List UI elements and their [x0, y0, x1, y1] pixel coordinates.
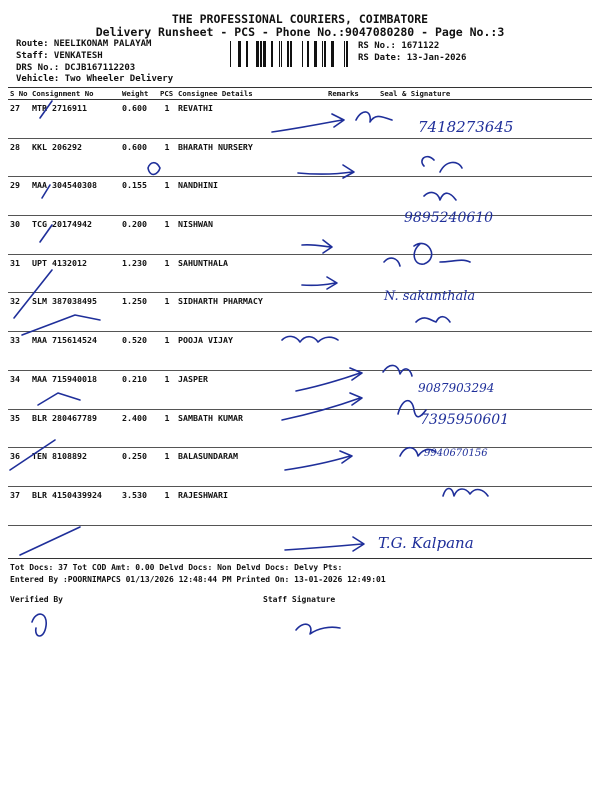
- consignee-cell: RAJESHWARI: [176, 486, 326, 525]
- table-row: [8, 448, 592, 487]
- company-name: THE PROFESSIONAL COURIERS, COIMBATORE: [171, 12, 429, 26]
- signature-cell: [378, 370, 592, 409]
- weight-cell: 3.530: [120, 486, 158, 525]
- consignment-number-cell: BLR 4150439924: [30, 486, 120, 525]
- pieces-cell: 1: [158, 254, 176, 293]
- weight-cell: 0.600: [120, 138, 158, 177]
- weight-cell: 0.200: [120, 216, 158, 255]
- table-row: [8, 216, 592, 255]
- serial-number-cell: 34: [8, 370, 30, 409]
- column-header: Weight: [120, 88, 158, 100]
- pieces-cell: 1: [158, 138, 176, 177]
- remarks-cell: [326, 370, 378, 409]
- consignment-number-cell: MAA 304540308: [30, 177, 120, 216]
- column-header: PCS: [158, 88, 176, 100]
- table-header-row: [8, 88, 592, 100]
- weight-cell: 0.155: [120, 177, 158, 216]
- consignment-number-cell: MAA 715614524: [30, 332, 120, 371]
- weight-cell: 2.400: [120, 409, 158, 448]
- remarks-cell: [326, 486, 378, 525]
- staff-signature-scribble: [296, 624, 340, 634]
- serial-number-cell: 31: [8, 254, 30, 293]
- handwritten-phone: 7418273645: [418, 118, 514, 136]
- signature-cell: [378, 138, 592, 177]
- entered-by-line: Entered By :POORNIMAPCS 01/13/2026 12:48:44 PM Printed On: 13-01-2026 12:49:01: [10, 575, 386, 584]
- consignment-number-cell: TEN 8108892: [30, 448, 120, 487]
- weight-cell: 0.210: [120, 370, 158, 409]
- remarks-cell: [326, 177, 378, 216]
- handwritten-name: N. sakunthala: [384, 289, 476, 304]
- weight-cell: 0.520: [120, 332, 158, 371]
- pieces-cell: 1: [158, 409, 176, 448]
- column-header: Seal & Signature: [378, 88, 592, 100]
- signature-cell: [378, 448, 592, 487]
- signature-cell: [378, 486, 592, 525]
- column-header: Remarks: [326, 88, 378, 100]
- table-row: [8, 138, 592, 177]
- serial-number-cell: 35: [8, 409, 30, 448]
- serial-number-cell: 30: [8, 216, 30, 255]
- table-row: [8, 370, 592, 409]
- serial-number-cell: 33: [8, 332, 30, 371]
- pieces-cell: 1: [158, 216, 176, 255]
- handwritten-phone: 7395950601: [420, 412, 510, 428]
- serial-number-cell: 28: [8, 138, 30, 177]
- consignee-cell: NANDHINI: [176, 177, 326, 216]
- column-header: S No: [8, 88, 30, 100]
- consignee-cell: NISHWAN: [176, 216, 326, 255]
- serial-number-cell: 36: [8, 448, 30, 487]
- serial-number-cell: 32: [8, 293, 30, 332]
- footer-divider: [8, 558, 592, 559]
- handwritten-phone: 9087903294: [418, 381, 495, 395]
- signature-cell: [378, 100, 592, 139]
- table-row: [8, 254, 592, 293]
- consignment-number-cell: BLR 280467789: [30, 409, 120, 448]
- pieces-cell: 1: [158, 177, 176, 216]
- remarks-cell: [326, 100, 378, 139]
- consignment-number-cell: MAA 715940018: [30, 370, 120, 409]
- consignment-number-cell: MTR 2716911: [30, 100, 120, 139]
- signature-cell: [378, 332, 592, 371]
- remarks-cell: [326, 254, 378, 293]
- consignee-cell: SAHUNTHALA: [176, 254, 326, 293]
- table-row: [8, 293, 592, 332]
- serial-number-cell: 29: [8, 177, 30, 216]
- consignee-cell: BALASUNDARAM: [176, 448, 326, 487]
- consignee-cell: JASPER: [176, 370, 326, 409]
- remarks-cell: [326, 332, 378, 371]
- consignment-number-cell: TCG 20174942: [30, 216, 120, 255]
- signature-cell: [378, 254, 592, 293]
- signature-cell: [378, 216, 592, 255]
- remarks-cell: [326, 448, 378, 487]
- signature-cell: [378, 409, 592, 448]
- signature-cell: [378, 293, 592, 332]
- pieces-cell: 1: [158, 332, 176, 371]
- handwritten-name: T.G. Kalpana: [378, 534, 474, 552]
- consignment-number-cell: SLM 387038495: [30, 293, 120, 332]
- remarks-cell: [326, 293, 378, 332]
- staff-signature-label: Staff Signature: [263, 595, 336, 604]
- pieces-cell: 1: [158, 370, 176, 409]
- table-row: [8, 100, 592, 139]
- column-header: Consignment No: [30, 88, 120, 100]
- pieces-cell: 1: [158, 448, 176, 487]
- remarks-cell: [326, 138, 378, 177]
- handwritten-phone: 9895240610: [404, 210, 494, 226]
- runsheet-table: [8, 87, 592, 526]
- runsheet-title: Delivery Runsheet - PCS - Phone No.:9047080280 - Page No.:3: [95, 25, 505, 39]
- pieces-cell: 1: [158, 486, 176, 525]
- signature-cell: [378, 177, 592, 216]
- staff-label: Staff: VENKATESH: [16, 51, 103, 61]
- vehicle-label: Vehicle: Two Wheeler Delivery: [16, 74, 174, 84]
- consignee-cell: POOJA VIJAY: [176, 332, 326, 371]
- weight-cell: 0.600: [120, 100, 158, 139]
- serial-number-cell: 27: [8, 100, 30, 139]
- consignment-number-cell: UPT 4132012: [30, 254, 120, 293]
- remarks-cell: [326, 216, 378, 255]
- rs-number: RS No.: 1671122: [358, 41, 440, 51]
- barcode-icon: [230, 41, 352, 67]
- column-header: Consignee Details: [176, 88, 326, 100]
- rs-date: RS Date: 13-Jan-2026: [358, 53, 467, 63]
- handwritten-phone: 9940670156: [424, 448, 488, 459]
- drs-number: DRS No.: DCJB167112203: [16, 63, 136, 73]
- pieces-cell: 1: [158, 293, 176, 332]
- serial-number-cell: 37: [8, 486, 30, 525]
- route-label: Route: NEELIKONAM PALAYAM: [16, 39, 152, 49]
- consignee-cell: BHARATH NURSERY: [176, 138, 326, 177]
- table-row: [8, 177, 592, 216]
- check-mark: [20, 527, 80, 555]
- totals-line: Tot Docs: 37 Tot COD Amt: 0.00 Delvd Docs: Non Delvd Docs: Delvy Pts:: [10, 563, 343, 572]
- consignee-cell: SIDHARTH PHARMACY: [176, 293, 326, 332]
- table-row: [8, 486, 592, 525]
- consignment-number-cell: KKL 206292: [30, 138, 120, 177]
- weight-cell: 1.230: [120, 254, 158, 293]
- delivery-arrow: [285, 537, 364, 551]
- table-row: [8, 409, 592, 448]
- verified-by-label: Verified By: [10, 595, 63, 604]
- weight-cell: 1.250: [120, 293, 158, 332]
- weight-cell: 0.250: [120, 448, 158, 487]
- pieces-cell: 1: [158, 100, 176, 139]
- table-row: [8, 332, 592, 371]
- consignee-cell: SAMBATH KUMAR: [176, 409, 326, 448]
- verifier-signature: [32, 614, 46, 636]
- consignee-cell: REVATHI: [176, 100, 326, 139]
- remarks-cell: [326, 409, 378, 448]
